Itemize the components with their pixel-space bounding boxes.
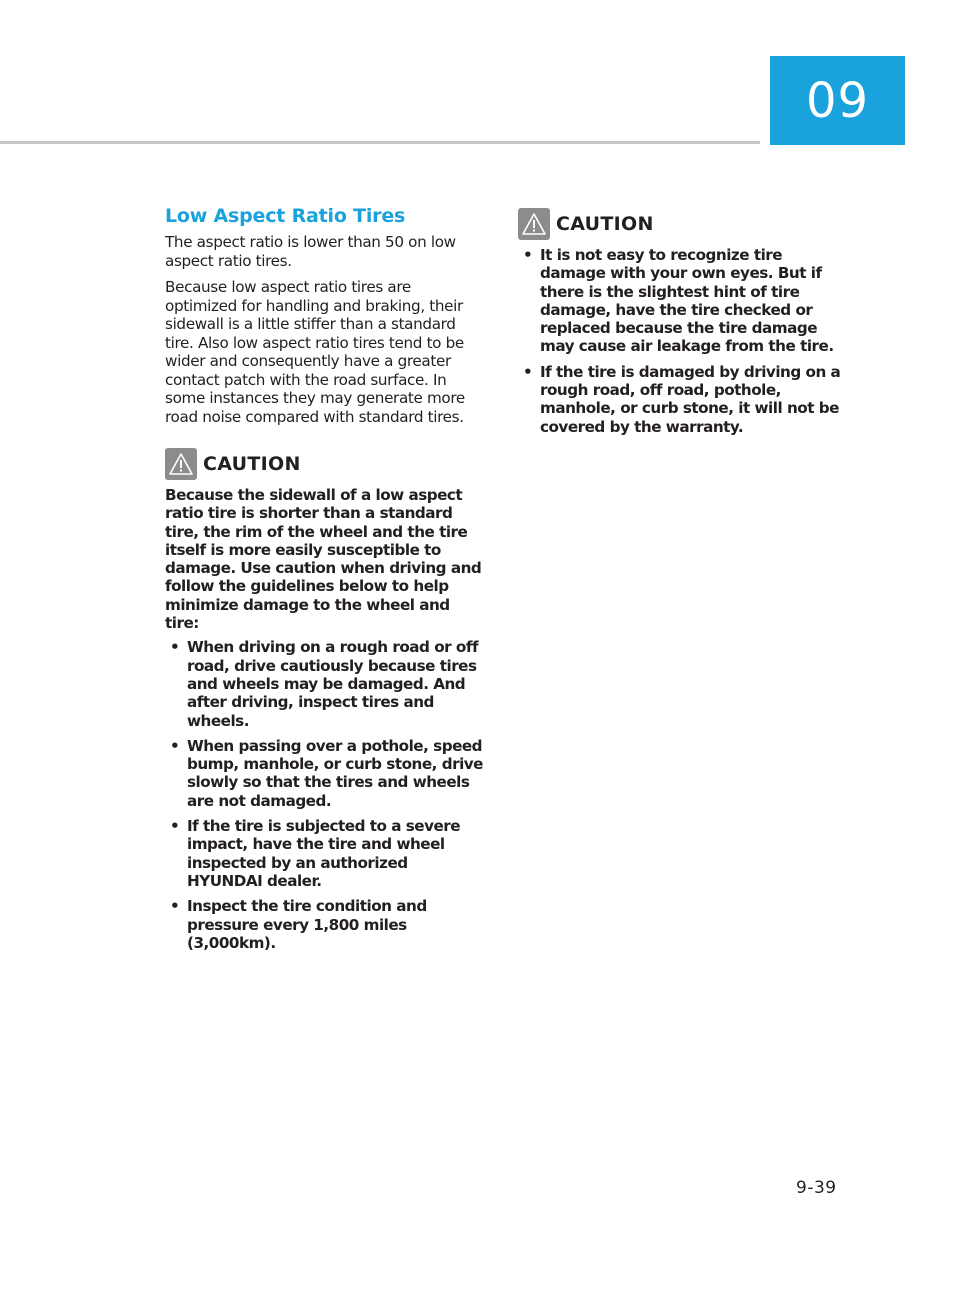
section-paragraph: The aspect ratio is lower than 50 on low aspect ratio tires. — [165, 233, 456, 270]
section-heading: Low Aspect Ratio Tires — [165, 205, 406, 227]
caution-header — [518, 208, 843, 240]
list-item: • When passing over a pothole, speed bump, manhole, or curb stone, drive slowly so that the tires and wheels are not damaged. — [170, 736, 483, 810]
caution-list — [518, 246, 843, 436]
chapter-number: 09 — [805, 72, 870, 129]
list-item: • If the tire is damaged by driving on a rough road, off road, pothole, manhole, or curb stone, it will not be covered by the warranty. — [523, 362, 841, 436]
list-item: • It is not easy to recognize tire damage with your own eyes. But if there is the slightest hint of tire damage, have the tire checked or replaced because the tire damage may cause air leakage from the tire. — [523, 246, 834, 356]
list-item: • Inspect the tire condition and pressure every 1,800 miles (3,000km). — [170, 897, 427, 952]
left-column — [165, 205, 487, 959]
caution-intro: Because the sidewall of a low aspect ratio tire is shorter than a standard tire, the rim of the wheel and the tire itself is more easily susceptible to damage. Use caution when driving and follow the guidelines below to help minimize damage to the wheel and tire: — [165, 486, 482, 633]
section-paragraph: Because low aspect ratio tires are optimized for handling and braking, their sidewall is a little stiffer than a standard tire. Also low aspect ratio tires tend to be wider and consequently have a greater contact patch with the road surface. In some instances they may generate more road noise compared with standard tires. — [165, 278, 465, 426]
chapter-tab — [770, 56, 905, 145]
caution-title: CAUTION — [203, 453, 301, 475]
caution-title: CAUTION — [556, 213, 654, 235]
page-number: 9-39 — [796, 1178, 837, 1198]
header-rule — [0, 141, 760, 144]
caution-list — [165, 638, 487, 952]
list-item: • When driving on a rough road or off road, drive cautiously because tires and wheels may be damaged. And after driving, inspect tires and wheels. — [170, 638, 479, 730]
warning-triangle-icon — [165, 448, 197, 480]
list-item: • If the tire is subjected to a severe impact, have the tire and wheel inspected by an authorized HYUNDAI dealer. — [170, 817, 461, 890]
caution-header — [165, 448, 487, 480]
warning-triangle-icon — [518, 208, 550, 240]
right-column — [518, 208, 843, 443]
